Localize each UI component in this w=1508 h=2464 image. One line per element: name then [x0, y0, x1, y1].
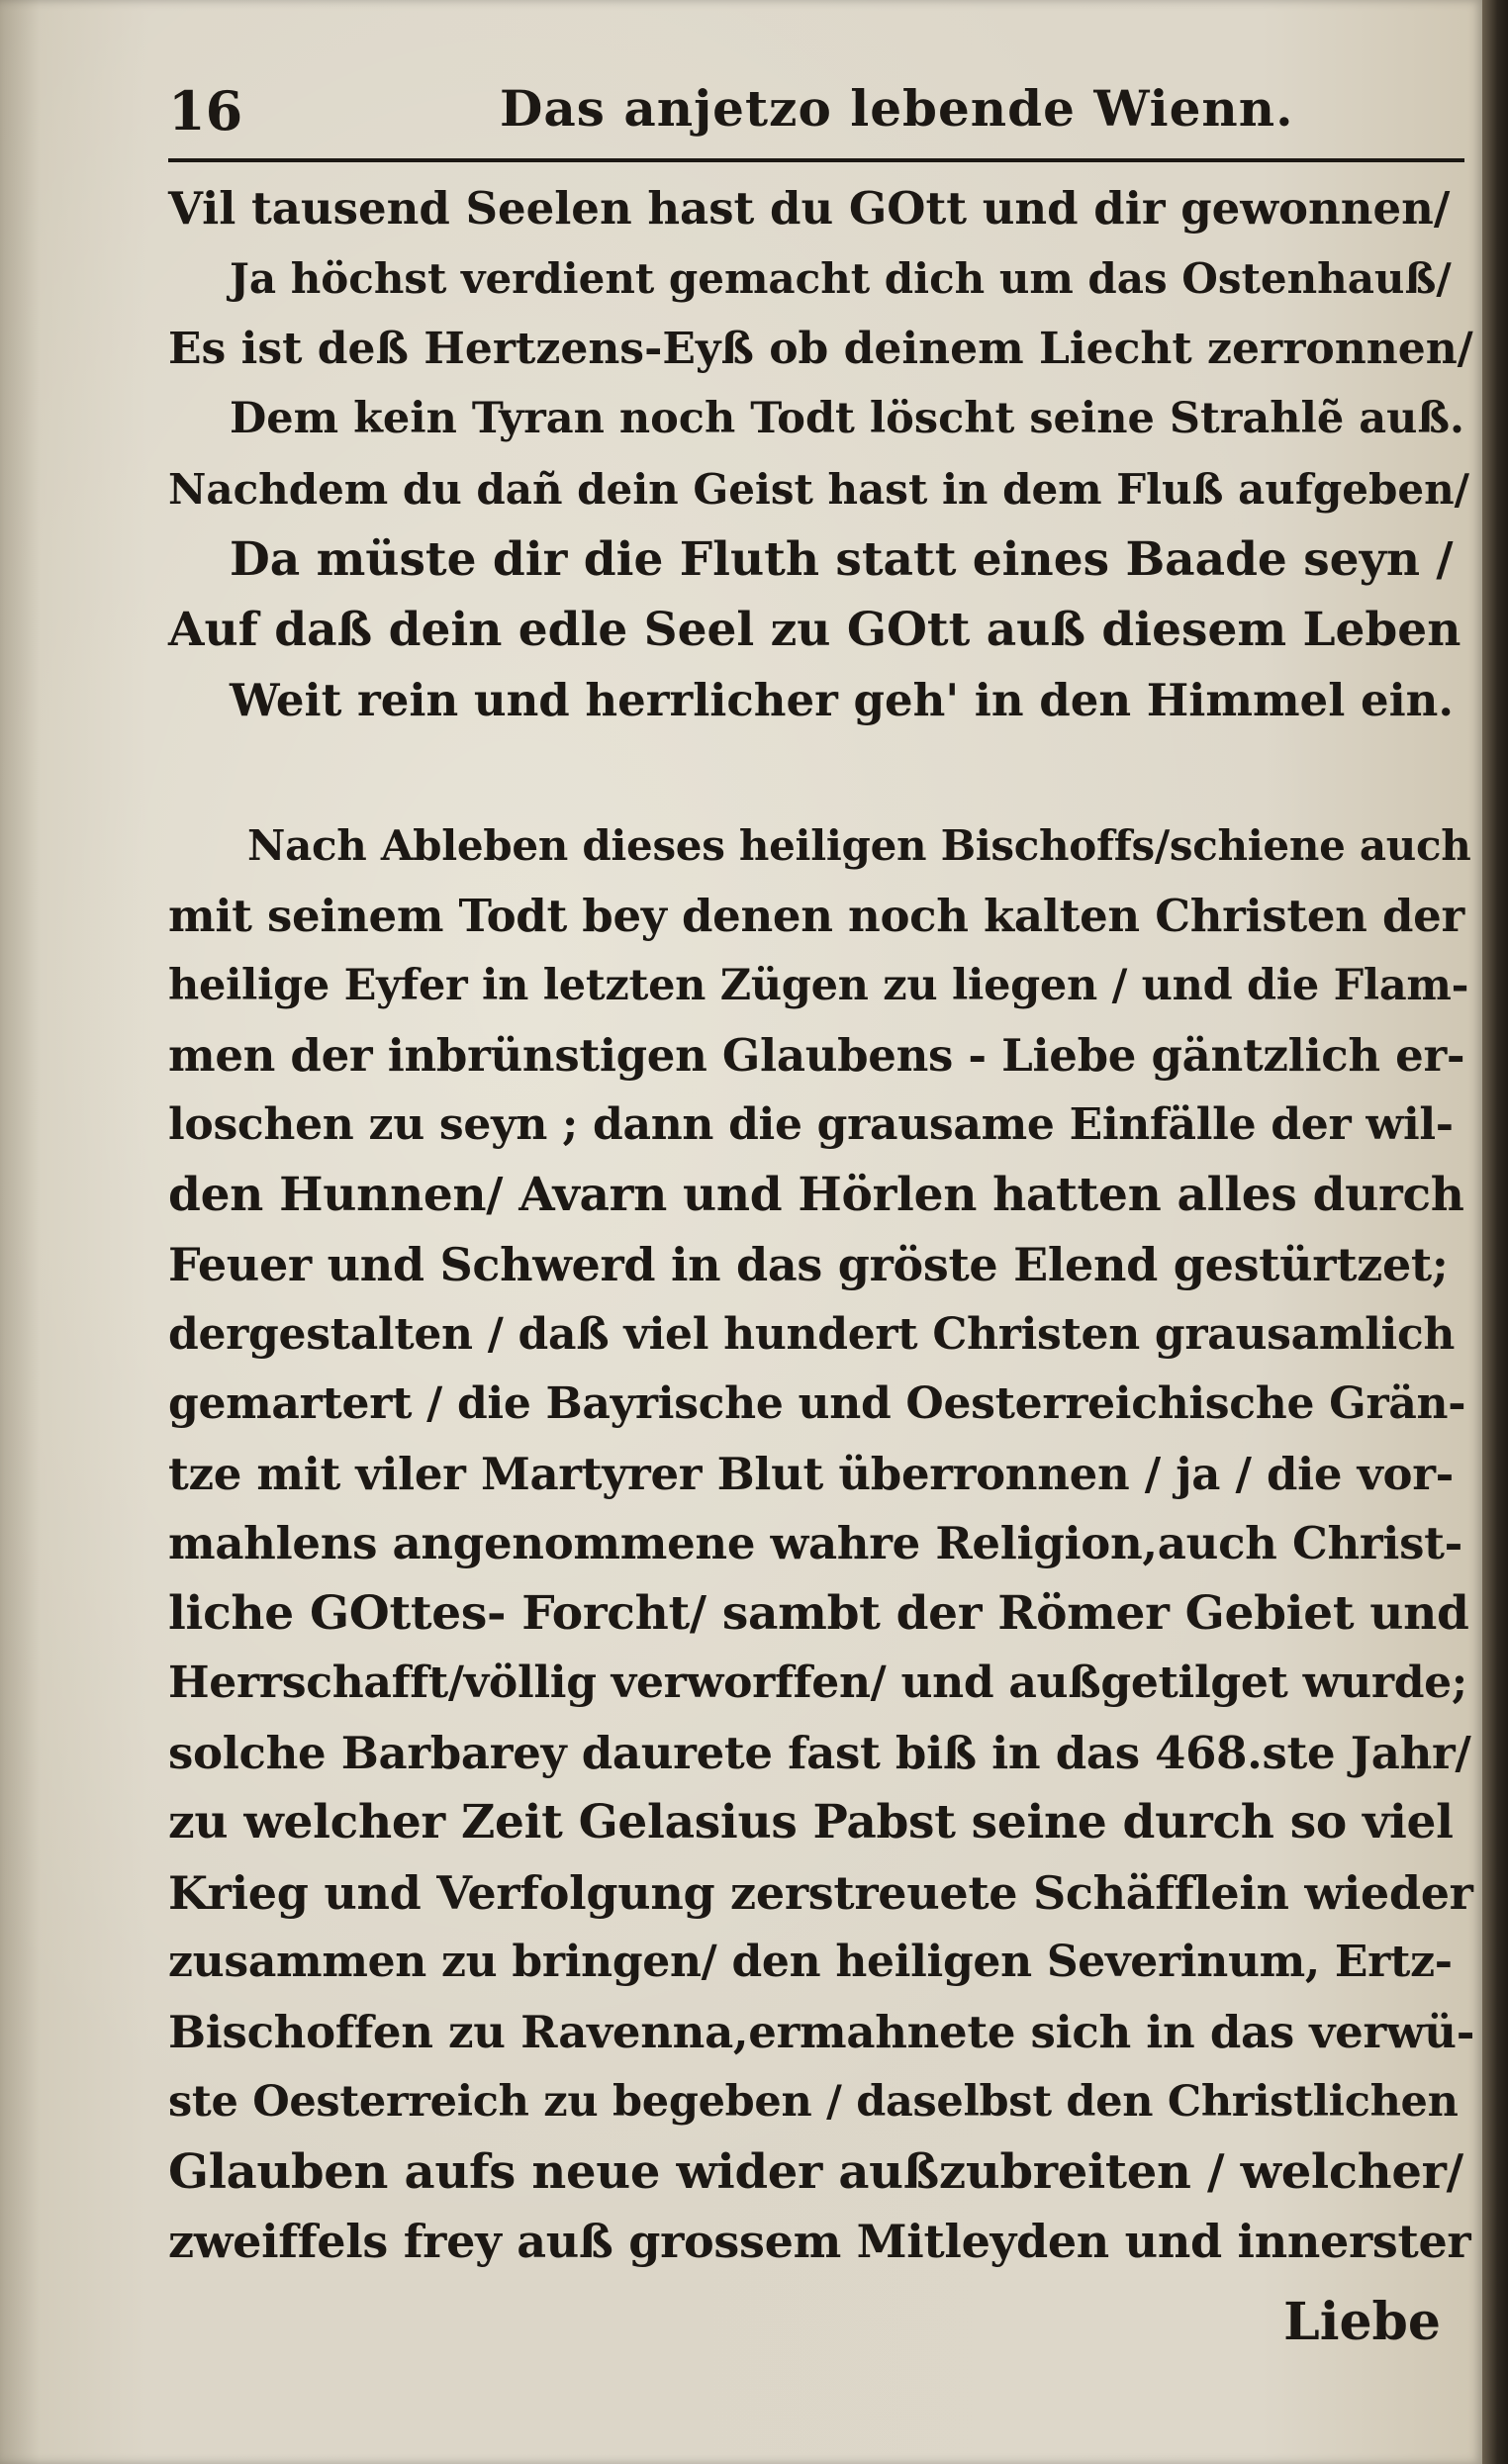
prose-line: den Hunnen/ Avarn und Hörlen hatten alles durch — [168, 1167, 1464, 1222]
prose-line: men der inbrünstigen Glaubens - Liebe gäntzlich er- — [168, 1028, 1465, 1082]
poem-line: Nachdem du dañ dein Geist hast in dem Fluß aufgeben/ — [168, 465, 1469, 514]
prose-line: Feuer und Schwerd in das gröste Elend gestürtzet; — [168, 1238, 1449, 1291]
prose-line: heilige Eyfer in letzten Zügen zu liegen / und die Flam- — [168, 961, 1469, 1010]
poem-line: Es ist deß Hertzens-Eyß ob deinem Liecht zerronnen/ — [168, 324, 1473, 374]
prose-line: zusammen zu bringen/ den heiligen Severinum, Ertz- — [168, 1937, 1453, 1987]
poem-line: Auf daß dein edle Seel zu GOtt auß diesem Leben — [168, 603, 1461, 657]
catchword: Liebe — [1283, 2292, 1441, 2352]
book-spine — [1482, 0, 1508, 2464]
prose-line: ste Oesterreich zu begeben / daselbst den Christlichen — [168, 2077, 1459, 2127]
poem-line: Dem kein Tyran noch Todt löscht seine Strahlẽ auß. — [230, 394, 1464, 443]
prose-line: tze mit viler Martyrer Blut überronnen / ja / die vor- — [168, 1447, 1454, 1500]
prose-line: liche GOttes- Forcht/ sambt der Römer Gebiet und — [168, 1585, 1469, 1641]
poem-line: Vil tausend Seelen hast du GOtt und dir gewonnen/ — [168, 182, 1451, 235]
prose-line: Glauben aufs neue wider außzubreiten / welcher/ — [168, 2143, 1463, 2200]
poem-line: Weit rein und herrlicher geh' in den Himmel ein. — [230, 674, 1455, 726]
gutter-shadow — [0, 0, 40, 2464]
poem-block — [168, 173, 1474, 735]
prose-line: mit seinem Todt bey denen noch kalten Christen der — [168, 889, 1464, 942]
prose-line: Nach Ableben dieses heiligen Bischoffs/schiene auch — [247, 821, 1471, 870]
running-title: Das anjetzo lebende Wienn. — [500, 79, 1294, 138]
prose-line: mahlens angenommene wahre Religion,auch Christ- — [168, 1517, 1462, 1569]
prose-line: solche Barbarey daurete fast biß in das 468.ste Jahr/ — [168, 1726, 1471, 1779]
header-rule — [168, 158, 1464, 162]
page-number: 16 — [168, 79, 243, 142]
prose-line: Krieg und Verfolgung zerstreuete Schäfflein wieder — [168, 1865, 1473, 1920]
prose-line: Herrschafft/völlig verworffen/ und außgetilget wurde; — [168, 1658, 1467, 1708]
poem-line: Da müste dir die Fluth statt eines Baade seyn / — [230, 532, 1454, 587]
prose-line: loschen zu seyn ; dann die grausame Einfälle der wil- — [168, 1099, 1454, 1150]
prose-line: dergestalten / daß viel hundert Christen grausamlich — [168, 1308, 1456, 1360]
page-header — [168, 79, 1464, 148]
poem-line: Ja höchst verdient gemacht dich um das Ostenhauß/ — [230, 254, 1452, 303]
prose-line: zweiffels frey auß grossem Mitleyden und innerster — [168, 2215, 1471, 2268]
prose-paragraph — [168, 811, 1474, 2277]
prose-line: Bischoffen zu Ravenna,ermahnete sich in das verwü- — [168, 2005, 1475, 2058]
prose-line: gemartert / die Bayrische und Oesterreichische Grän- — [168, 1378, 1466, 1429]
prose-line: zu welcher Zeit Gelasius Pabst seine durch so viel — [168, 1795, 1454, 1849]
